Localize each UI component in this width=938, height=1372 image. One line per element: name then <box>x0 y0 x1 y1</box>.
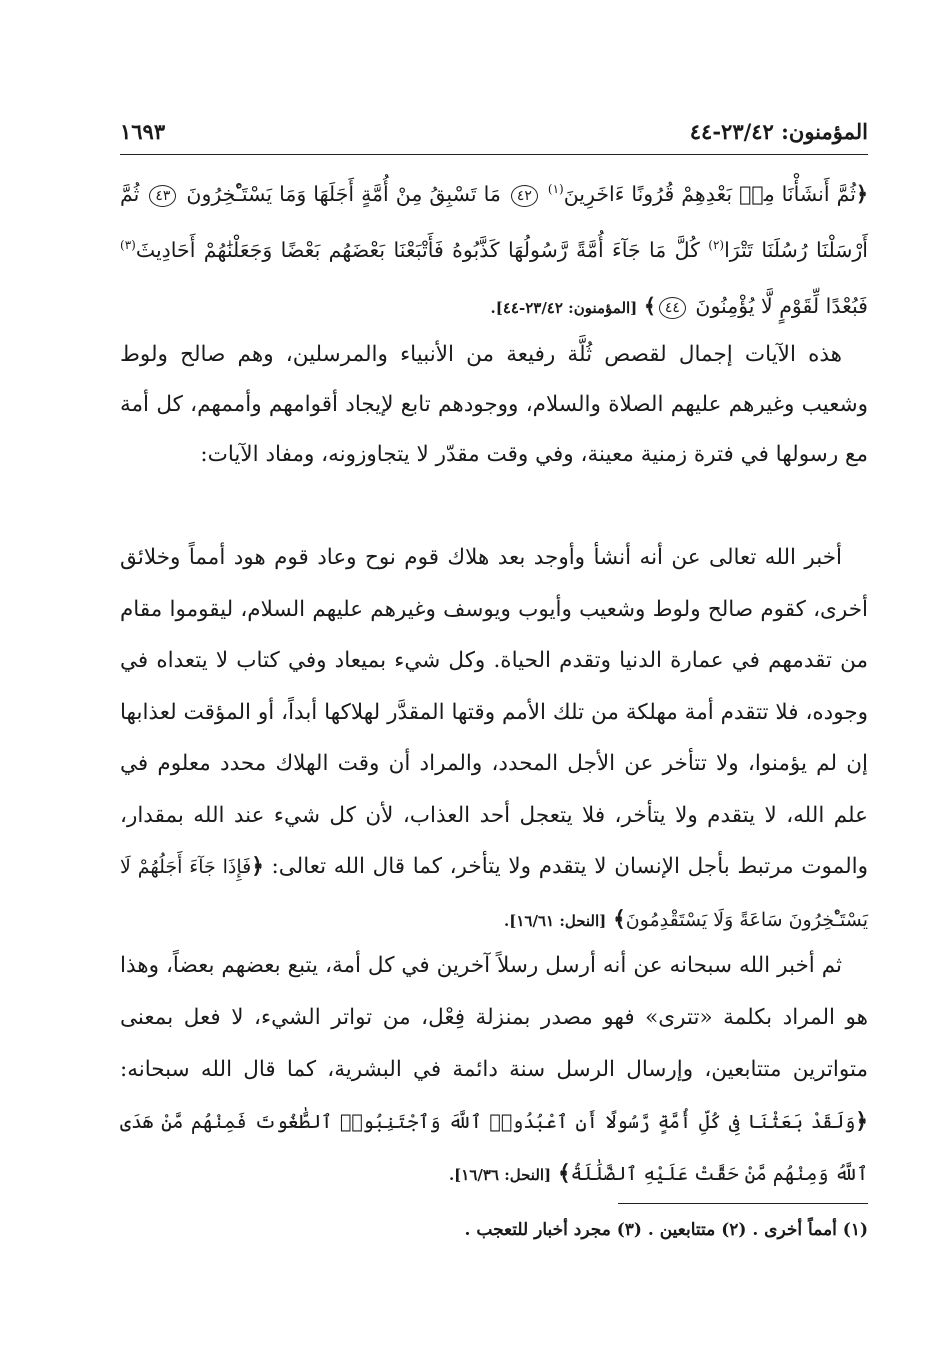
paragraph-nations <box>120 532 868 947</box>
quran-verses <box>120 166 868 336</box>
ornate-close-bracket: ﴾ <box>643 294 656 318</box>
header-divider <box>120 154 868 155</box>
verse-43: مَا تَسْبِقُ مِنْ أُمَّةٍ أَجَلَهَا وَمَا يَسْتَـْٔخِرُونَ <box>186 182 501 206</box>
footnote-divider <box>618 1203 868 1204</box>
book-page <box>120 0 868 1372</box>
reference-nahl-36: [النحل: ١٦/٣٦]. <box>448 1166 552 1184</box>
ayah-number-43: ٤٣ <box>149 185 176 207</box>
verse-reference: [المؤمنون: ٢٣/٤٢-٤٤]. <box>490 299 638 317</box>
footnote-marker-2: (٢) <box>708 238 725 253</box>
ayah-number-42: ٤٢ <box>511 185 538 207</box>
ornate-close-bracket: ﴾ <box>558 1161 571 1186</box>
footnotes: (١) أمماً أخرى . (٢) متتابعين . (٣) مجرد أخبار للتعجب . <box>464 1220 868 1240</box>
paragraph-messengers <box>120 940 868 1201</box>
ornate-open-bracket: ﴿ <box>251 854 264 879</box>
paragraph-intro: هذه الآيات إجمال لقصص ثُلَّة رفيعة من الأنبياء والمرسلين، وهم صالح ولوط وشعيب وغيرهم عليهم الصلاة والسلام، ووجودهم تابع لإيجاد أقوامهم وأممهم، كل أمة مع رسولها في فترة زمنية معينة، وفي وقت مقدّر لا يتجاوزونه، ومفاد الآيات: <box>120 342 868 467</box>
ayah-number-44: ٤٤ <box>659 297 686 319</box>
reference-nahl-61: [النحل: ١٦/٦١]. <box>504 911 607 930</box>
page-number: ١٦٩٣ <box>120 118 166 144</box>
verse-42: ثُمَّ أَنشَأْنَا مِنۢ بَعْدِهِمْ قُرُونًا ءَاخَرِينَ <box>563 182 856 206</box>
quoted-verse-nahl-36: وَلَقَدْ بَعَثْنَا فِى كُلِّ أُمَّةٍ رَّسُولًا أَنِ ٱعْبُدُوا۟ ٱللَّهَ وَٱجْتَنِبُوا۟ ٱلطَّٰغُوتَ فَمِنْهُم مَّنْ هَدَى ٱللَّهُ وَمِنْهُم مَّنْ حَقَّتْ عَلَيْهِ ٱلضَّلَٰلَةُ <box>120 1111 868 1185</box>
page-header <box>120 114 868 148</box>
paragraph-messengers-text: ثم أخبر الله سبحانه عن أنه أرسل رسلاً آخرين في كل أمة، يتبع بعضهم بعضاً، وهذا هو المراد بكلمة «تترى» فهو مصدر بمنزلة فِعْل، من تواتر الشيء، لا فعل بمعنى متواترين متتابعين، وإرسال الرسل سنة دائمة في البشرية، كما قال الله سبحانه: <box>120 953 868 1082</box>
verse-44-part-1: ثُمَّ أَرْسَلْنَا رُسُلَنَا تَتْرَا <box>120 182 868 262</box>
verse-44-part-3: فَبُعْدًا لِّقَوْمٍ لَّا يُؤْمِنُونَ <box>695 294 868 318</box>
footnote-marker-3: (٣) <box>120 238 136 253</box>
paragraph-nations-text: أخبر الله تعالى عن أنه أنشأ وأوجد بعد هلاك قوم نوح وعاد قوم هود أمماً وخلائق أخرى، كقوم صالح ولوط وشعيب وأيوب ويوسف وغيرهم عليهم السلام، ليقوموا مقام من تقدمهم في عمارة الدنيا وتقدم الحياة. وكل شيء بميعاد وفي كتاب لا يتعداه في وجوده، فلا تتقدم أمة مهلكة من تلك الأمم وقتها المقدَّر لهلاكها أبداً، أو المؤقت لعذابها إن لم يؤمنوا، ولا تتأخر عن الأجل المحدد، والمراد أن وقت الهلاك محدد معلوم في علم الله، لا يتقدم ولا يتأخر، فلا يتعجل أحد العذاب، لأن كل شيء عند الله بمقدار، والموت مرتبط بأجل الإنسان لا يتقدم ولا يتأخر، كما قال الله تعالى: <box>120 545 868 879</box>
ornate-close-bracket: ﴾ <box>613 906 626 932</box>
quoted-verse-nahl-61: فَإِذَا جَآءَ أَجَلُهُمْ لَا يَسْتَـْٔخِرُونَ سَاعَةً وَلَا يَسْتَقْدِمُونَ <box>120 856 868 931</box>
ornate-open-bracket: ﴿ <box>855 182 868 206</box>
ornate-open-bracket: ﴿ <box>855 1109 868 1134</box>
footnote-marker-1: (١) <box>547 182 564 197</box>
verse-44-part-2: كُلَّ مَا جَآءَ أُمَّةً رَّسُولُهَا كَذَّبُوهُ فَأَتْبَعْنَا بَعْضَهُم بَعْضًا وَجَعَلْنَٰهُمْ أَحَادِيثَ <box>135 238 700 262</box>
running-title: المؤمنون: ٢٣/٤٢-٤٤ <box>689 118 868 144</box>
